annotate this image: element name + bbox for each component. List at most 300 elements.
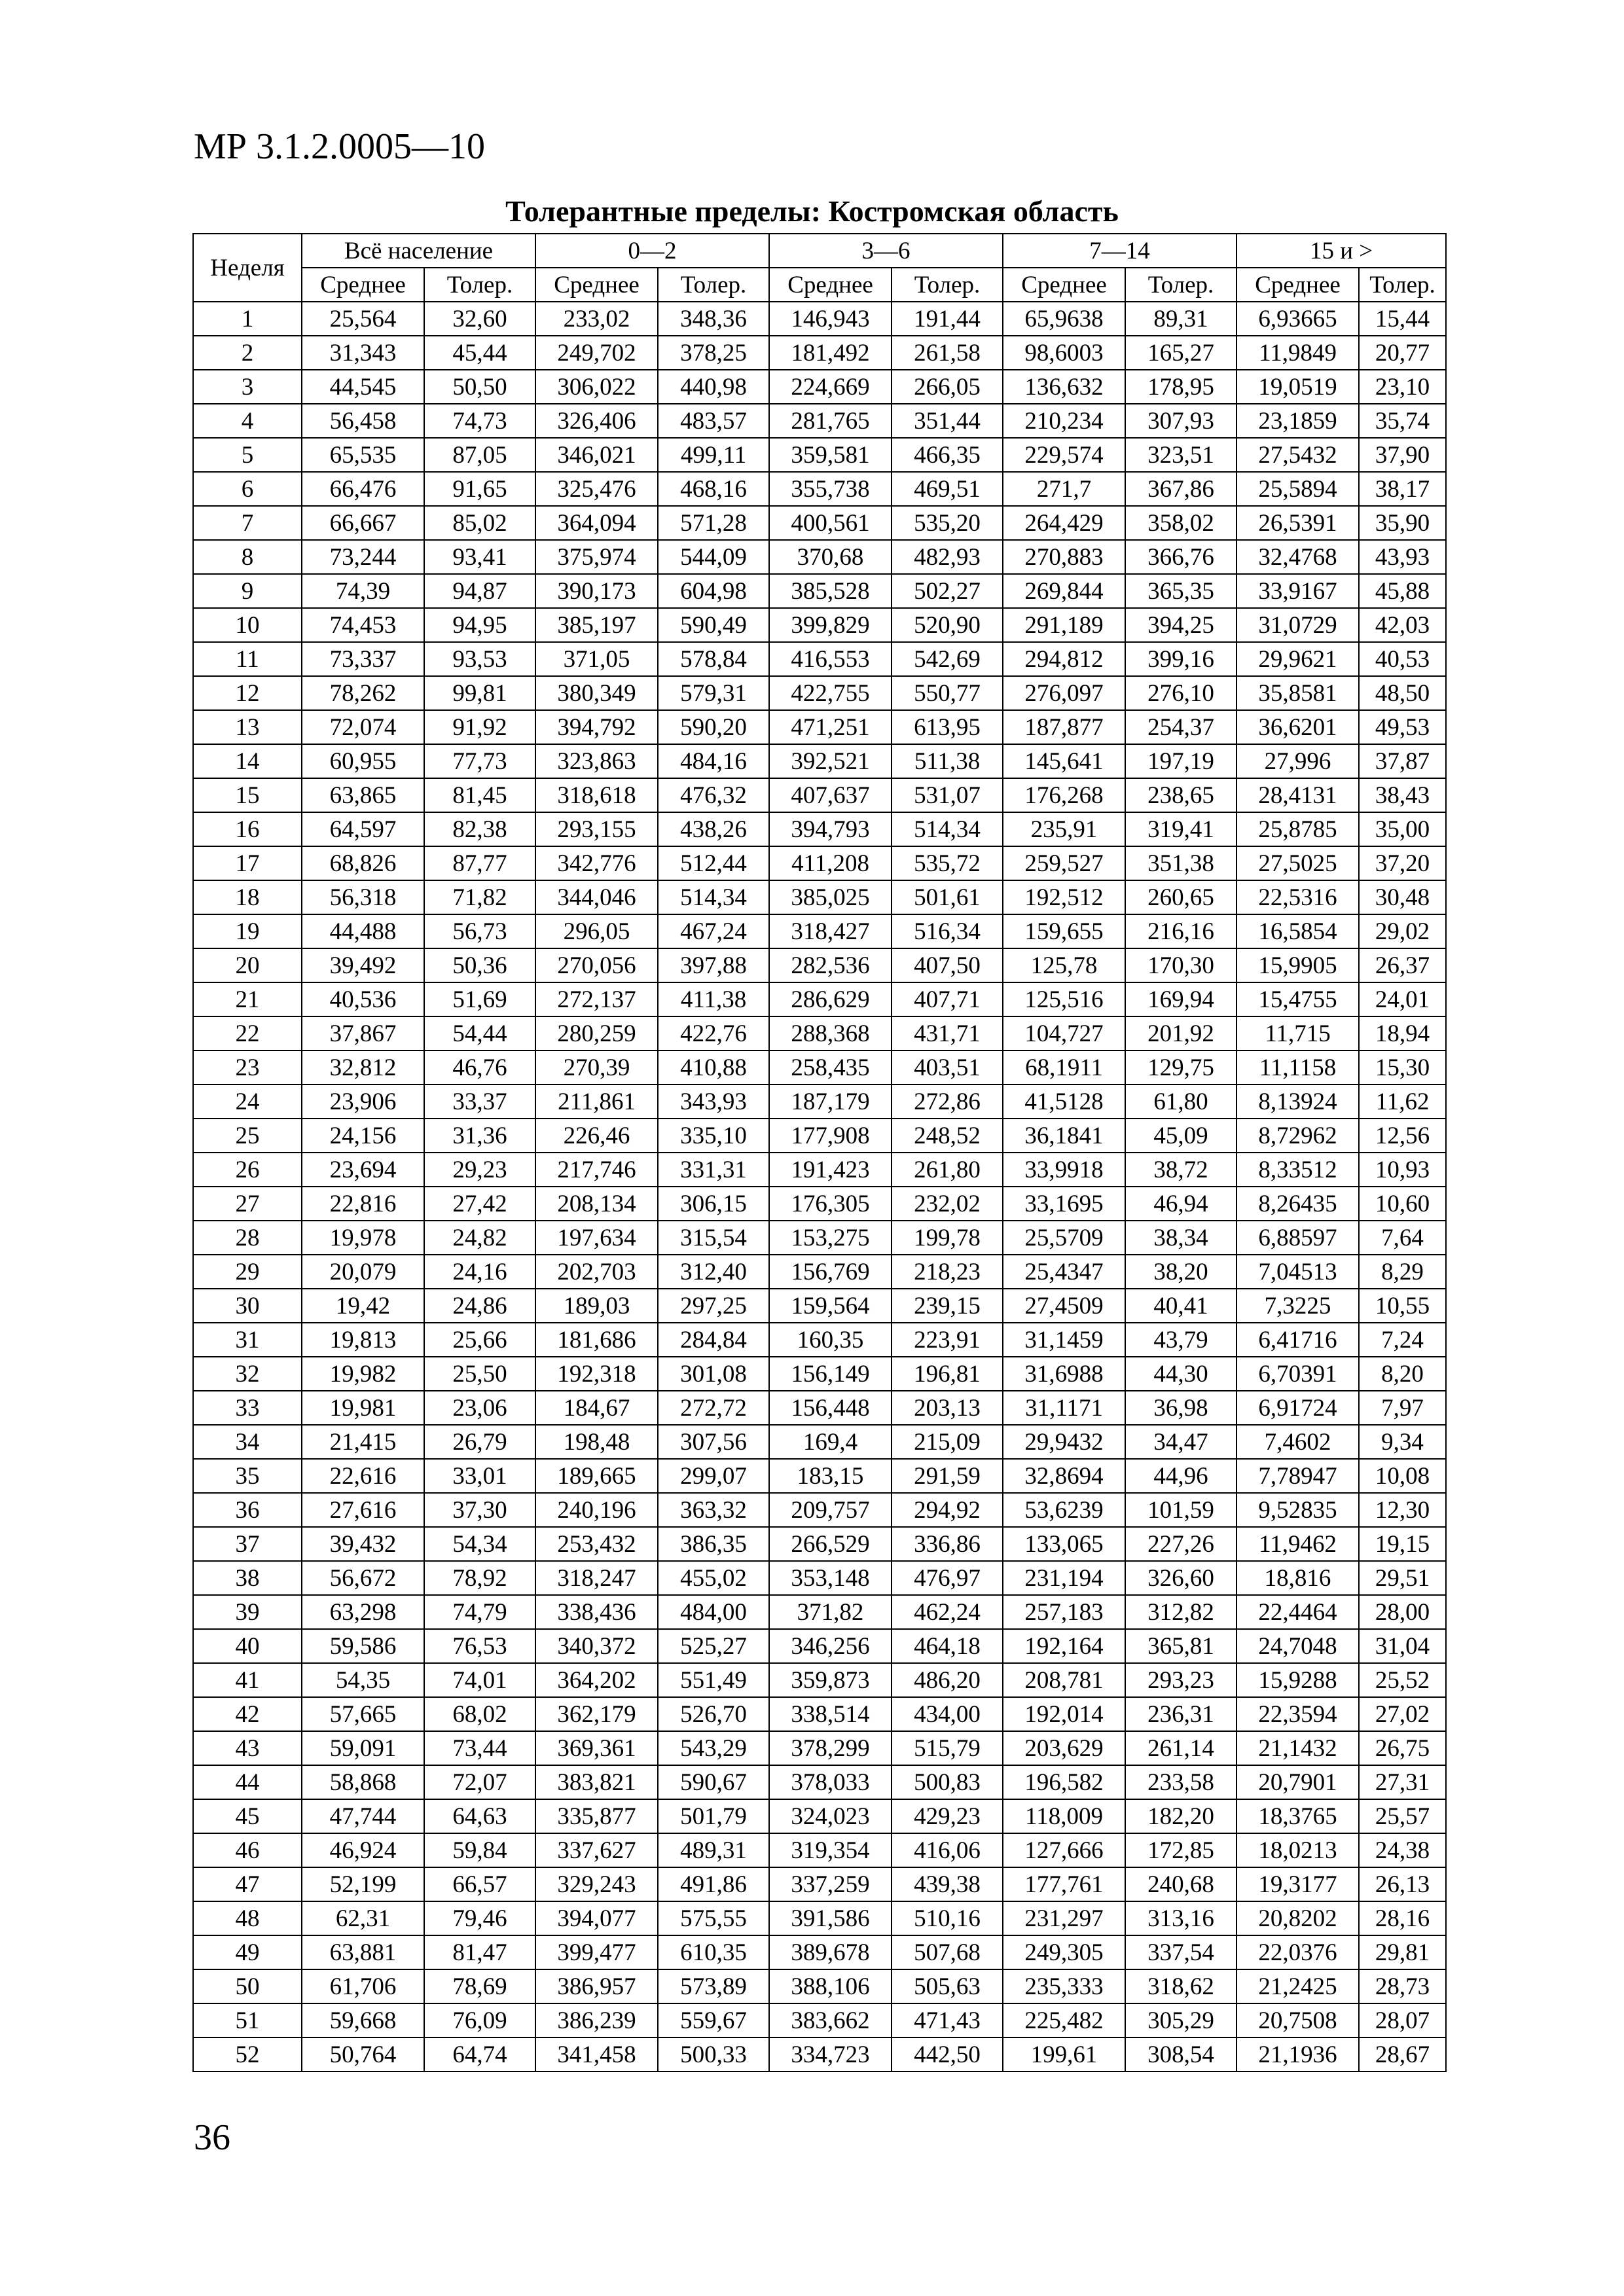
tolerance-cell: 335,10 [658,1119,769,1153]
tolerance-cell: 24,38 [1359,1833,1446,1867]
tolerance-cell: 297,25 [658,1289,769,1323]
mean-cell: 40,536 [302,982,424,1016]
table-row [193,778,1446,812]
tolerance-cell: 551,49 [658,1663,769,1697]
table-row [193,1697,1446,1731]
mean-cell: 27,4509 [1003,1289,1125,1323]
table-row [193,336,1446,370]
mean-cell: 294,812 [1003,642,1125,676]
table-row [193,370,1446,404]
mean-cell: 31,1459 [1003,1323,1125,1357]
tolerance-cell: 15,44 [1359,302,1446,336]
mean-cell: 19,982 [302,1357,424,1391]
mean-cell: 15,9905 [1236,948,1359,982]
tolerance-cell: 81,47 [424,1935,535,1969]
tolerance-cell: 462,24 [892,1595,1003,1629]
week-cell: 27 [193,1187,302,1221]
mean-cell: 6,41716 [1236,1323,1359,1357]
week-cell: 23 [193,1050,302,1085]
tolerance-cell: 218,23 [892,1255,1003,1289]
mean-cell: 6,91724 [1236,1391,1359,1425]
mean-cell: 235,333 [1003,1969,1125,2003]
mean-cell: 24,156 [302,1119,424,1153]
mean-cell: 11,9462 [1236,1527,1359,1561]
mean-cell: 235,91 [1003,812,1125,846]
mean-cell: 156,769 [769,1255,892,1289]
mean-cell: 391,586 [769,1901,892,1935]
week-cell: 16 [193,812,302,846]
mean-cell: 371,05 [535,642,658,676]
week-cell: 19 [193,914,302,948]
mean-cell: 27,996 [1236,744,1359,778]
mean-cell: 324,023 [769,1799,892,1833]
mean-cell: 422,755 [769,676,892,710]
tolerance-cell: 74,73 [424,404,535,438]
tolerance-cell: 50,36 [424,948,535,982]
mean-cell: 9,52835 [1236,1493,1359,1527]
mean-cell: 394,792 [535,710,658,744]
table-row [193,1799,1446,1833]
mean-cell: 20,8202 [1236,1901,1359,1935]
tolerance-cell: 37,90 [1359,438,1446,472]
sub-header: Среднее [535,268,658,302]
mean-cell: 63,881 [302,1935,424,1969]
tolerance-cell: 33,01 [424,1459,535,1493]
tolerance-cell: 43,93 [1359,540,1446,574]
mean-cell: 25,564 [302,302,424,336]
mean-cell: 74,39 [302,574,424,608]
mean-cell: 33,9918 [1003,1153,1125,1187]
tolerance-cell: 32,60 [424,302,535,336]
mean-cell: 341,458 [535,2037,658,2072]
table-row [193,1221,1446,1255]
mean-cell: 39,432 [302,1527,424,1561]
tolerance-cell: 238,65 [1125,778,1236,812]
tolerance-cell: 500,33 [658,2037,769,2072]
tolerance-cell: 81,45 [424,778,535,812]
tolerance-cell: 66,57 [424,1867,535,1901]
tolerance-cell: 227,26 [1125,1527,1236,1561]
mean-cell: 7,04513 [1236,1255,1359,1289]
mean-cell: 33,9167 [1236,574,1359,608]
table-row [193,1493,1446,1527]
mean-cell: 22,3594 [1236,1697,1359,1731]
mean-cell: 27,5432 [1236,438,1359,472]
mean-cell: 159,655 [1003,914,1125,948]
mean-cell: 386,239 [535,2003,658,2037]
tolerance-cell: 502,27 [892,574,1003,608]
mean-cell: 385,197 [535,608,658,642]
table-row [193,1935,1446,1969]
tolerance-cell: 510,16 [892,1901,1003,1935]
week-cell: 44 [193,1765,302,1799]
tolerance-cell: 37,87 [1359,744,1446,778]
tolerance-cell: 308,54 [1125,2037,1236,2072]
mean-cell: 98,6003 [1003,336,1125,370]
tolerance-cell: 434,00 [892,1697,1003,1731]
week-cell: 29 [193,1255,302,1289]
tolerance-cell: 28,67 [1359,2037,1446,2072]
tolerance-cell: 386,35 [658,1527,769,1561]
tolerance-cell: 571,28 [658,506,769,540]
mean-cell: 192,164 [1003,1629,1125,1663]
tolerance-cell: 439,38 [892,1867,1003,1901]
sub-header: Толер. [658,268,769,302]
table-row [193,846,1446,880]
mean-cell: 176,268 [1003,778,1125,812]
week-cell: 2 [193,336,302,370]
mean-cell: 177,908 [769,1119,892,1153]
tolerance-cell: 94,87 [424,574,535,608]
week-cell: 12 [193,676,302,710]
tolerance-cell: 431,71 [892,1016,1003,1050]
table-body [193,302,1446,2072]
mean-cell: 187,877 [1003,710,1125,744]
tolerance-cell: 10,93 [1359,1153,1446,1187]
tolerance-cell: 35,90 [1359,506,1446,540]
tolerance-cell: 326,60 [1125,1561,1236,1595]
mean-cell: 44,545 [302,370,424,404]
tolerance-cell: 507,68 [892,1935,1003,1969]
mean-cell: 136,632 [1003,370,1125,404]
sub-header: Толер. [1359,268,1446,302]
mean-cell: 22,816 [302,1187,424,1221]
mean-cell: 266,529 [769,1527,892,1561]
table-row [193,1323,1446,1357]
tolerance-cell: 520,90 [892,608,1003,642]
tolerance-cell: 240,68 [1125,1867,1236,1901]
tolerance-cell: 440,98 [658,370,769,404]
mean-cell: 50,764 [302,2037,424,2072]
tolerance-cell: 469,51 [892,472,1003,506]
tolerance-cell: 500,83 [892,1765,1003,1799]
tolerance-cell: 42,03 [1359,608,1446,642]
mean-cell: 189,665 [535,1459,658,1493]
tolerance-cell: 407,71 [892,982,1003,1016]
mean-cell: 19,978 [302,1221,424,1255]
tolerance-cell: 68,02 [424,1697,535,1731]
mean-cell: 39,492 [302,948,424,982]
tolerance-cell: 12,30 [1359,1493,1446,1527]
mean-cell: 355,738 [769,472,892,506]
tolerance-cell: 399,16 [1125,642,1236,676]
sub-header: Среднее [769,268,892,302]
table-row [193,438,1446,472]
mean-cell: 342,776 [535,846,658,880]
tolerance-cell: 15,30 [1359,1050,1446,1085]
mean-cell: 156,448 [769,1391,892,1425]
mean-cell: 20,7508 [1236,2003,1359,2037]
tolerance-cell: 38,72 [1125,1153,1236,1187]
tolerance-cell: 38,20 [1125,1255,1236,1289]
table-row [193,1527,1446,1561]
tolerance-cell: 25,57 [1359,1799,1446,1833]
week-cell: 52 [193,2037,302,2072]
tolerance-cell: 101,59 [1125,1493,1236,1527]
mean-cell: 65,9638 [1003,302,1125,336]
mean-cell: 184,67 [535,1391,658,1425]
table-row [193,302,1446,336]
mean-cell: 23,1859 [1236,404,1359,438]
mean-cell: 338,436 [535,1595,658,1629]
tolerance-cell: 23,06 [424,1391,535,1425]
week-cell: 11 [193,642,302,676]
table-row [193,1425,1446,1459]
week-cell: 21 [193,982,302,1016]
tolerance-cell: 54,34 [424,1527,535,1561]
tolerance-cell: 78,92 [424,1561,535,1595]
mean-cell: 61,706 [302,1969,424,2003]
tolerance-cell: 531,07 [892,778,1003,812]
tolerance-cell: 215,09 [892,1425,1003,1459]
mean-cell: 269,844 [1003,574,1125,608]
tolerance-cell: 272,72 [658,1391,769,1425]
mean-cell: 209,757 [769,1493,892,1527]
table-row [193,1050,1446,1085]
mean-cell: 23,906 [302,1085,424,1119]
mean-cell: 24,7048 [1236,1629,1359,1663]
mean-cell: 26,5391 [1236,506,1359,540]
tolerance-cell: 464,18 [892,1629,1003,1663]
sub-header: Среднее [1236,268,1359,302]
mean-cell: 364,202 [535,1663,658,1697]
mean-cell: 54,35 [302,1663,424,1697]
mean-cell: 270,883 [1003,540,1125,574]
mean-cell: 226,46 [535,1119,658,1153]
tolerance-cell: 512,44 [658,846,769,880]
tolerance-cell: 30,48 [1359,880,1446,914]
mean-cell: 264,429 [1003,506,1125,540]
mean-cell: 159,564 [769,1289,892,1323]
tolerance-cell: 25,52 [1359,1663,1446,1697]
mean-cell: 72,074 [302,710,424,744]
mean-cell: 56,458 [302,404,424,438]
tolerance-cell: 483,57 [658,404,769,438]
tolerance-cell: 10,08 [1359,1459,1446,1493]
table-row [193,982,1446,1016]
mean-cell: 125,516 [1003,982,1125,1016]
tolerance-cell: 27,31 [1359,1765,1446,1799]
tolerance-cell: 514,34 [892,812,1003,846]
mean-cell: 383,662 [769,2003,892,2037]
table-row [193,1969,1446,2003]
table-row [193,1595,1446,1629]
sub-header: Толер. [892,268,1003,302]
tolerance-cell: 306,15 [658,1187,769,1221]
table-row [193,642,1446,676]
tolerance-cell: 489,31 [658,1833,769,1867]
mean-cell: 346,256 [769,1629,892,1663]
mean-cell: 202,703 [535,1255,658,1289]
mean-cell: 280,259 [535,1016,658,1050]
tolerance-cell: 284,84 [658,1323,769,1357]
tolerance-cell: 38,43 [1359,778,1446,812]
mean-cell: 271,7 [1003,472,1125,506]
mean-cell: 8,72962 [1236,1119,1359,1153]
week-cell: 32 [193,1357,302,1391]
tolerance-cell: 466,35 [892,438,1003,472]
mean-cell: 46,924 [302,1833,424,1867]
week-cell: 36 [193,1493,302,1527]
tolerance-cell: 37,30 [424,1493,535,1527]
mean-cell: 407,637 [769,778,892,812]
mean-cell: 337,259 [769,1867,892,1901]
tolerance-cell: 10,55 [1359,1289,1446,1323]
mean-cell: 6,88597 [1236,1221,1359,1255]
week-cell: 31 [193,1323,302,1357]
tolerance-cell: 590,20 [658,710,769,744]
tolerance-cell: 367,86 [1125,472,1236,506]
tolerance-cell: 394,25 [1125,608,1236,642]
group-header: 3—6 [769,234,1003,268]
tolerance-cell: 182,20 [1125,1799,1236,1833]
week-cell: 43 [193,1731,302,1765]
mean-cell: 31,343 [302,336,424,370]
mean-cell: 318,618 [535,778,658,812]
mean-cell: 19,0519 [1236,370,1359,404]
mean-cell: 18,3765 [1236,1799,1359,1833]
mean-cell: 7,78947 [1236,1459,1359,1493]
sub-header: Толер. [424,268,535,302]
mean-cell: 346,021 [535,438,658,472]
tolerance-cell: 232,02 [892,1187,1003,1221]
tolerance-cell: 73,44 [424,1731,535,1765]
mean-cell: 7,3225 [1236,1289,1359,1323]
tolerance-cell: 7,64 [1359,1221,1446,1255]
mean-cell: 104,727 [1003,1016,1125,1050]
table-row [193,1867,1446,1901]
mean-cell: 385,528 [769,574,892,608]
mean-cell: 53,6239 [1003,1493,1125,1527]
table-row [193,1731,1446,1765]
mean-cell: 31,0729 [1236,608,1359,642]
mean-cell: 78,262 [302,676,424,710]
tolerance-cell: 61,80 [1125,1085,1236,1119]
week-cell: 50 [193,1969,302,2003]
mean-cell: 6,70391 [1236,1357,1359,1391]
tolerance-cell: 501,79 [658,1799,769,1833]
mean-cell: 25,5894 [1236,472,1359,506]
tolerance-cell: 45,09 [1125,1119,1236,1153]
tolerance-cell: 29,81 [1359,1935,1446,1969]
week-cell: 42 [193,1697,302,1731]
table-row [193,1016,1446,1050]
tolerance-cell: 201,92 [1125,1016,1236,1050]
mean-cell: 19,3177 [1236,1867,1359,1901]
mean-cell: 344,046 [535,880,658,914]
mean-cell: 19,981 [302,1391,424,1425]
mean-cell: 229,574 [1003,438,1125,472]
tolerance-cell: 590,49 [658,608,769,642]
mean-cell: 211,861 [535,1085,658,1119]
week-cell: 9 [193,574,302,608]
table-row [193,676,1446,710]
mean-cell: 389,678 [769,1935,892,1969]
tolerance-cell: 59,84 [424,1833,535,1867]
mean-cell: 192,318 [535,1357,658,1391]
tolerance-cell: 197,19 [1125,744,1236,778]
week-cell: 15 [193,778,302,812]
mean-cell: 52,199 [302,1867,424,1901]
tolerance-cell: 486,20 [892,1663,1003,1697]
tolerance-cell: 87,05 [424,438,535,472]
table-row [193,2003,1446,2037]
mean-cell: 37,867 [302,1016,424,1050]
table-row [193,1391,1446,1425]
tolerance-cell: 29,23 [424,1153,535,1187]
mean-cell: 272,137 [535,982,658,1016]
mean-cell: 189,03 [535,1289,658,1323]
tolerance-cell: 82,38 [424,812,535,846]
mean-cell: 288,368 [769,1016,892,1050]
tolerance-cell: 260,65 [1125,880,1236,914]
week-cell: 40 [193,1629,302,1663]
tolerance-cell: 35,74 [1359,404,1446,438]
sub-header: Среднее [1003,268,1125,302]
mean-cell: 380,349 [535,676,658,710]
mean-cell: 8,33512 [1236,1153,1359,1187]
tolerance-cell: 535,20 [892,506,1003,540]
tolerance-cell: 307,93 [1125,404,1236,438]
mean-cell: 15,9288 [1236,1663,1359,1697]
table-row [193,404,1446,438]
mean-cell: 62,31 [302,1901,424,1935]
tolerance-cell: 291,59 [892,1459,1003,1493]
tolerance-cell: 365,81 [1125,1629,1236,1663]
tolerance-cell: 36,98 [1125,1391,1236,1425]
tolerance-cell: 525,27 [658,1629,769,1663]
tolerance-cell: 315,54 [658,1221,769,1255]
tolerance-cell: 422,76 [658,1016,769,1050]
tolerance-cell: 27,42 [424,1187,535,1221]
tolerance-cell: 24,82 [424,1221,535,1255]
mean-cell: 63,865 [302,778,424,812]
mean-cell: 192,512 [1003,880,1125,914]
mean-cell: 217,746 [535,1153,658,1187]
week-cell: 37 [193,1527,302,1561]
mean-cell: 411,208 [769,846,892,880]
mean-cell: 416,553 [769,642,892,676]
table-row [193,744,1446,778]
mean-cell: 383,821 [535,1765,658,1799]
mean-cell: 31,1171 [1003,1391,1125,1425]
table-row [193,472,1446,506]
tolerance-cell: 476,97 [892,1561,1003,1595]
week-cell: 45 [193,1799,302,1833]
mean-cell: 44,488 [302,914,424,948]
table-row [193,812,1446,846]
mean-cell: 169,4 [769,1425,892,1459]
mean-cell: 19,42 [302,1289,424,1323]
tolerance-cell: 31,04 [1359,1629,1446,1663]
week-cell: 1 [193,302,302,336]
tolerance-cell: 442,50 [892,2037,1003,2072]
table-row [193,1153,1446,1187]
tolerance-cell: 482,93 [892,540,1003,574]
week-cell: 20 [193,948,302,982]
mean-cell: 270,056 [535,948,658,982]
mean-cell: 318,247 [535,1561,658,1595]
mean-cell: 125,78 [1003,948,1125,982]
mean-cell: 208,134 [535,1187,658,1221]
mean-cell: 11,715 [1236,1016,1359,1050]
tolerance-cell: 46,76 [424,1050,535,1085]
mean-cell: 338,514 [769,1697,892,1731]
tolerance-cell: 511,38 [892,744,1003,778]
tolerance-cell: 45,44 [424,336,535,370]
week-cell: 14 [193,744,302,778]
tolerance-cell: 31,36 [424,1119,535,1153]
